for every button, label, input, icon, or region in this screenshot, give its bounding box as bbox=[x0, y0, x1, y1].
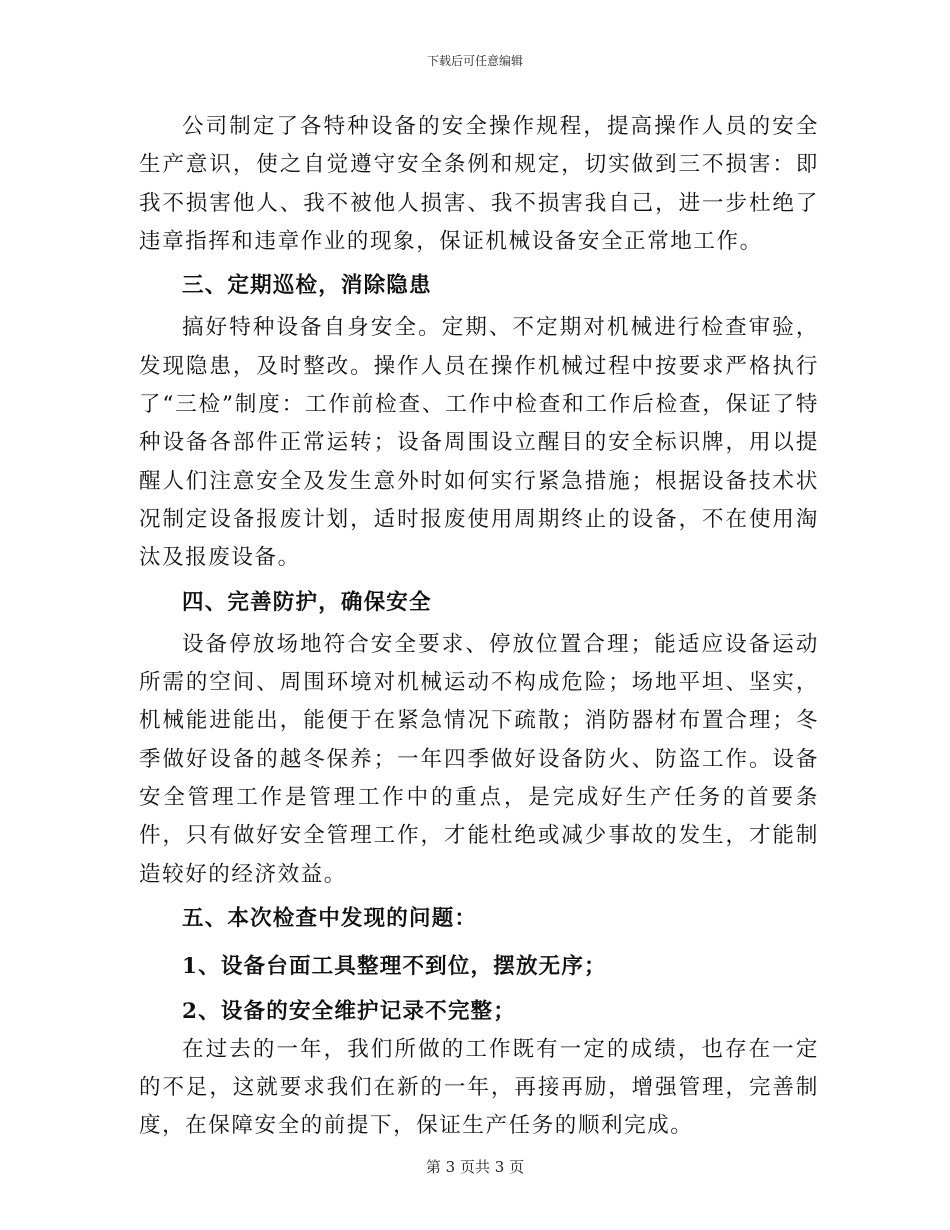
section-heading-5: 五、本次检查中发现的问题： bbox=[182, 905, 478, 931]
paragraph-conclusion: 在过去的一年，我们所做的工作既有一定的成绩，也存在一定的不足，这就要求我们在新的一年，再接再励，增强管理，完善制度，在保障安全的前提下，保证生产任务的顺利完成。 bbox=[139, 1036, 819, 1139]
paragraph-protection: 设备停放场地符合安全要求、停放位置合理；能适应设备运动所需的空间、周围环境对机械运动不构成危险；场地平坦、坚实，机械能进能出，能便于在紧急情况下疏散；消防器材布置合理；冬季做好设备的越冬保养；一年四季做好设备防火、防盗工作。设备安全管理工作是管理工作中的重点，是完成好生产任务的首要条件，只有做好安全管理工作，才能杜绝或减少事故的发生，才能制造较好的经济效益。 bbox=[139, 631, 819, 887]
issue-item-1: 1、设备台面工具整理不到位，摆放无序； bbox=[182, 954, 607, 980]
section-heading-3: 三、定期巡检，消除隐患 bbox=[182, 273, 432, 299]
section-heading-4: 四、完善防护，确保安全 bbox=[182, 589, 432, 615]
paragraph-inspection: 搞好特种设备自身安全。定期、不定期对机械进行检查审验，发现隐患，及时整改。操作人员在操作机械过程中按要求严格执行了“三检”制度：工作前检查、工作中检查和工作后检查，保证了特种设备各部件正常运转；设备周围设立醒目的安全标识牌，用以提醒人们注意安全及发生意外时如何实行紧急措施；根据设备技术状况制定设备报废计划，适时报废使用周期终止的设备，不在使用淘汰及报废设备。 bbox=[139, 315, 819, 571]
document-body bbox=[139, 108, 819, 1146]
paragraph-safety-rules: 公司制定了各特种设备的安全操作规程，提高操作人员的安全生产意识，使之自觉遵守安全条例和规定，切实做到三不损害：即我不损害他人、我不被他人损害、我不损害我自己，进一步杜绝了违章指挥和违章作业的现象，保证机械设备安全正常地工作。 bbox=[139, 114, 819, 254]
issue-item-2: 2、设备的安全维护记录不完整； bbox=[182, 998, 516, 1024]
page-number: 第 3 页共 3 页 bbox=[425, 1158, 525, 1176]
page-header: 下载后可任意编辑 bbox=[426, 54, 523, 68]
